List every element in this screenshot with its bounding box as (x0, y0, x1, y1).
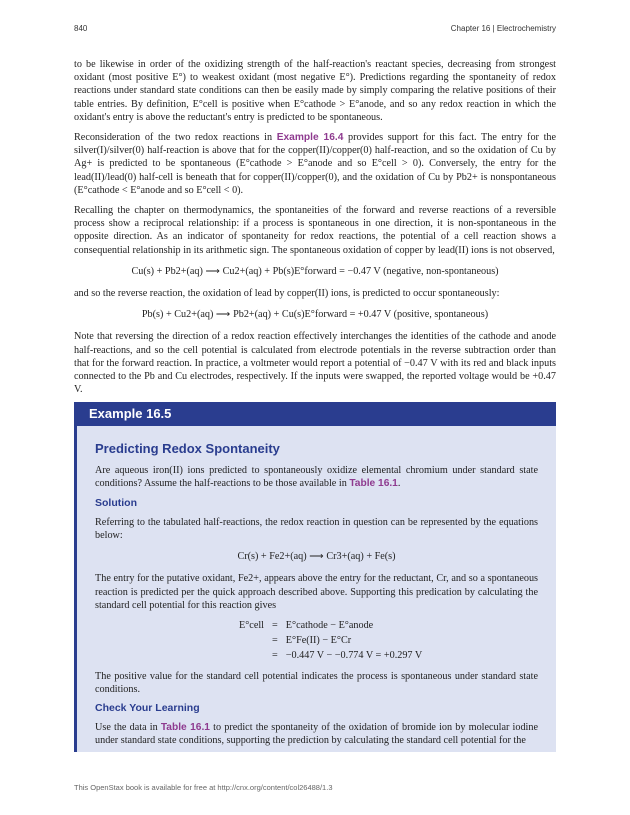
calc-op: = (272, 650, 278, 662)
calc-rhs: E°Fe(II) − E°Cr (285, 635, 352, 647)
paragraph-2 (74, 131, 556, 197)
calc-op: = (272, 620, 278, 632)
calc-row (235, 618, 426, 633)
main-text (74, 58, 556, 403)
equation-2: Pb(s) + Cu2+(aq) ⟶ Pb2+(aq) + Cu(s)E°forward = +0.47 V (positive, spontaneous) (141, 309, 489, 321)
calc-lhs: E°cell (239, 620, 265, 632)
question-text: Are aqueous iron(II) ions predicted to spontaneously oxidize elemental chromium under standard state conditions? Assume the half-reactions to be those available in (95, 465, 538, 490)
paragraph-4: and so the reverse reaction, the oxidation of lead by copper(II) ions, is predicted to occur spontaneously: (74, 288, 500, 300)
calc-rhs: E°cathode − E°anode (285, 620, 374, 632)
calc-lhs (235, 633, 268, 648)
calc-row (235, 648, 426, 663)
page-number: 840 (74, 24, 88, 33)
calc-op: = (272, 635, 278, 647)
example-label: Example 16.5 (77, 402, 556, 426)
solution-paragraph-2: The entry for the putative oxidant, Fe2+, appears above the entry for the reductant, Cr, and so a spontaneous reaction is predicted per the quick approach described above. Supporting this predication by calculating the standard cell potential for this reaction gives (95, 573, 538, 611)
calc-lhs (235, 648, 268, 663)
example-question (95, 464, 538, 490)
example-body (77, 426, 556, 748)
solution-heading: Solution (95, 496, 137, 509)
check-your-learning-heading: Check Your Learning (95, 702, 200, 715)
example-box (74, 402, 556, 752)
check-text: Use the data in (95, 722, 161, 734)
paragraph-2-start: Reconsideration of the two redox reactions in (74, 132, 277, 144)
paragraph-5: Note that reversing the direction of a redox reaction effectively interchanges the identities of the cathode and anode half-reactions, and so the cell potential is calculated from electrode potentials in the reverse subtraction order than that for the forward reaction. In practice, a voltmeter would report a potential of −0.47 V with its red and black inputs connected to the Pb and Cu electrodes, respectively. If the inputs were swapped, the reported voltage would be +0.47 V. (74, 331, 556, 396)
solution-paragraph-1: Referring to the tabulated half-reactions, the redox reaction in question can be represented by the equations below: (95, 516, 538, 542)
calc-rhs: −0.447 V − −0.774 V = +0.297 V (285, 650, 423, 662)
table-16-1-link[interactable]: Table 16.1 (349, 478, 398, 490)
solution-paragraph-3: The positive value for the standard cell potential indicates the process is spontaneous under standard state conditions. (95, 670, 538, 695)
calc-row (235, 633, 426, 648)
check-text-end: to predict the spontaneity of the oxidation of bromide ion by molecular iodine under standard state conditions, supporting the prediction by calculating the standard cell potential for the (95, 722, 539, 747)
cell-potential-calculation (235, 618, 426, 664)
paragraph-1: to be likewise in order of the oxidizing strength of the half-reaction's reactant species, decreasing from strongest oxidant (most positive E°) to weakest oxidant (most negative E°). Predictions regarding the spontaneity of redox reactions under standard state conditions can then be easily made by simply comparing the relative positions of their table entries. By definition, E°cell is positive when E°cathode > E°anode, and so any redox reaction in which the oxidant's entry is above the reductant's entry is predicted to be spontaneous. (74, 59, 556, 123)
paragraph-2-end: provides support for this fact. The entry for the silver(I)/silver(0) half-reaction is above that for the copper(II)/copper(0) half-reaction, and so the oxidation of Cu by Ag+ is predicted to be spontaneous (E°cathode > E°anode and so E°cell > 0). Conversely, the entry for the lead(II)/lead(0) half-cell is beneath that for copper(II)/copper(0), and the oxidation of Cu by Pb2+ is nonspontaneous (E°cathode < E°anode and so E°cell < 0). (74, 132, 557, 196)
check-your-learning-text (95, 721, 538, 747)
example-title: Predicting Redox Spontaneity (95, 441, 280, 456)
chapter-title: Chapter 16 | Electrochemistry (450, 24, 556, 33)
equation-1: Cu(s) + Pb2+(aq) ⟶ Cu2+(aq) + Pb(s)E°forward = −0.47 V (negative, non-spontaneous) (131, 265, 499, 277)
paragraph-3: Recalling the chapter on thermodynamics, the spontaneities of the forward and reverse reactions of a reversible process show a reciprocal relationship: if a process is spontaneous in one direction, it is non-spontaneous in the opposite direction. As an indicator of spontaneity for redox reactions, the potential of a cell reaction shows a consequential relationship in its arithmetic sign. The spontaneous oxidation of copper by lead(II) ions is not observed, (74, 205, 556, 256)
question-end: . (397, 478, 401, 490)
footer-note: This OpenStax book is available for free at http://cnx.org/content/col26488/1.3 (74, 783, 333, 792)
example-16-4-link[interactable]: Example 16.4 (276, 132, 344, 144)
table-16-1-link-2[interactable]: Table 16.1 (160, 722, 210, 734)
equation-3: Cr(s) + Fe2+(aq) ⟶ Cr3+(aq) + Fe(s) (237, 551, 396, 563)
